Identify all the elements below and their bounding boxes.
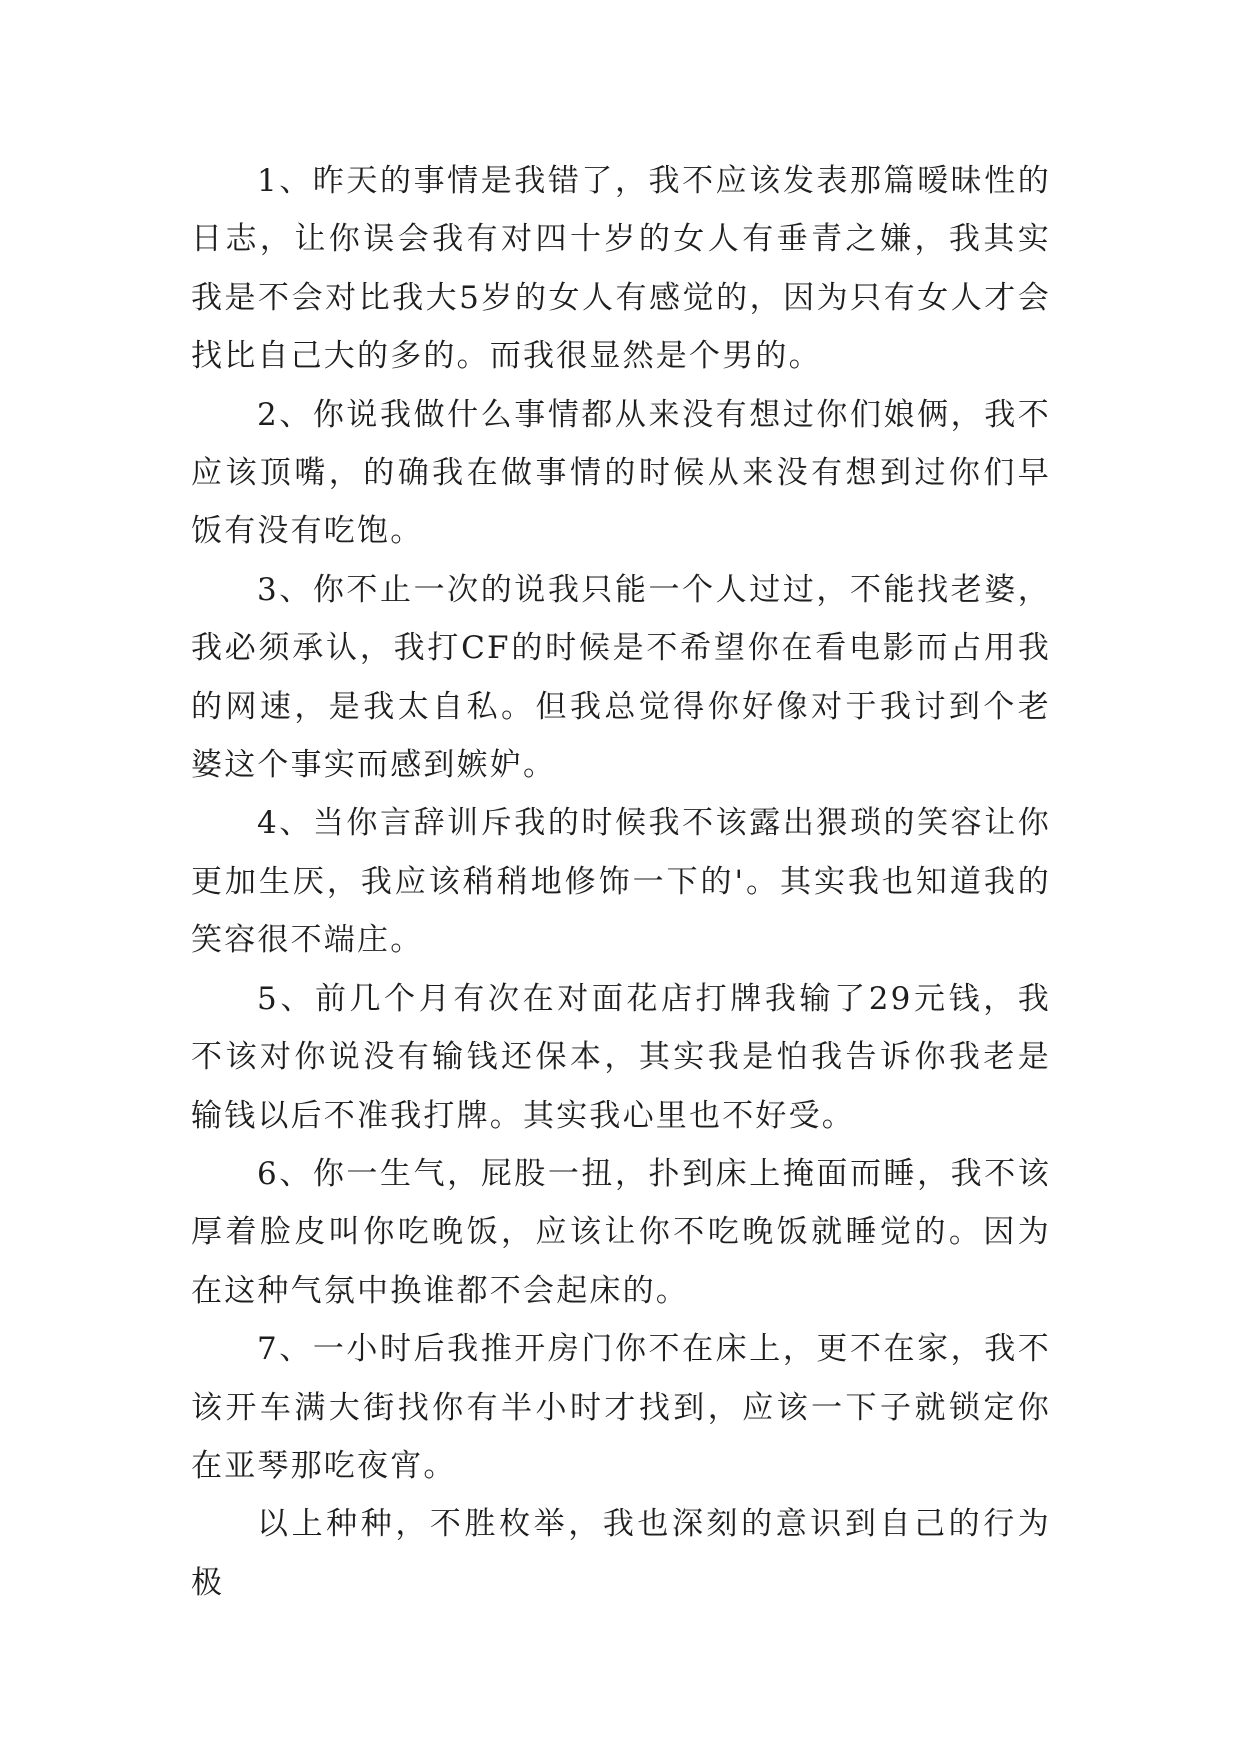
paragraph-6: 6、你一生气，屁股一扭，扑到床上掩面而睡，我不该厚着脸皮叫你吃晚饭，应该让你不吃晚饭就睡觉的。因为在这种气氛中换谁都不会起床的。	[191, 1155, 1051, 1309]
paragraph-5: 5、前几个月有次在对面花店打牌我输了29元钱，我不该对你说没有输钱还保本，其实我是怕我告诉你我老是输钱以后不准我打牌。其实我心里也不好受。	[191, 980, 1051, 1134]
paragraph-8: 以上种种，不胜枚举，我也深刻的意识到自己的行为极	[191, 1506, 1051, 1601]
paragraph-1: 1、昨天的事情是我错了，我不应该发表那篇暧昧性的日志，让你误会我有对四十岁的女人有垂青之嫌，我其实我是不会对比我大5岁的女人有感觉的，因为只有女人才会找比自己大的多的。而我很显然是个男的。	[191, 163, 1051, 375]
paragraph-4: 4、当你言辞训斥我的时候我不该露出猥琐的笑容让你更加生厌，我应该稍稍地修饰一下的'。其实我也知道我的笑容很不端庄。	[191, 805, 1051, 959]
paragraph-3: 3、你不止一次的说我只能一个人过过，不能找老婆，我必须承认，我打CF的时候是不希望你在看电影而占用我的网速，是我太自私。但我总觉得你好像对于我讨到个老婆这个事实而感到嫉妒。	[191, 571, 1051, 784]
paragraph-7: 7、一小时后我推开房门你不在床上，更不在家，我不该开车满大街找你有半小时才找到，应该一下子就锁定你在亚琴那吃夜宵。	[191, 1331, 1051, 1484]
document-body	[191, 152, 1051, 1612]
paragraph-2: 2、你说我做什么事情都从来没有想过你们娘俩，我不应该顶嘴，的确我在做事情的时候从来没有想到过你们早饭有没有吃饱。	[191, 396, 1051, 550]
